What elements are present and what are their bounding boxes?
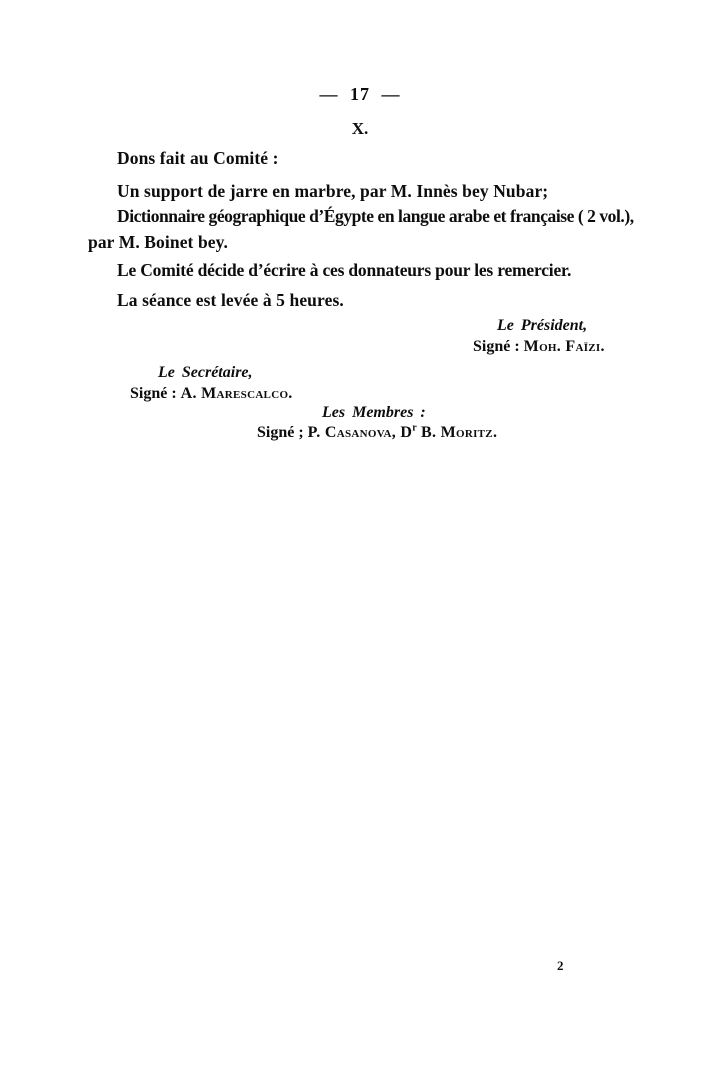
paragraph-dons: Dons fait au Comité : bbox=[117, 148, 279, 168]
paragraph-support-jarre: Un support de jarre en marbre, par M. Innès bey Nubar; bbox=[117, 181, 549, 201]
paragraph-dictionnaire-line2: par M. Boinet bey. bbox=[88, 232, 229, 252]
members-name-part2: B. Moritz. bbox=[416, 424, 498, 441]
members-signed-label: Signé ; bbox=[257, 424, 304, 441]
doctor-superscript: r bbox=[412, 422, 417, 434]
secretary-name: A. Marescalco. bbox=[180, 385, 293, 402]
president-signature-line bbox=[473, 338, 605, 356]
members-signature-line bbox=[257, 424, 497, 442]
secretary-signature-line bbox=[130, 385, 293, 403]
sheet-signature-mark: 2 bbox=[557, 958, 564, 973]
secretary-title: Le Secrétaire, bbox=[158, 364, 253, 381]
president-title: Le Président, bbox=[497, 317, 588, 334]
president-signed-label: Signé : bbox=[473, 338, 520, 355]
paragraph-dictionnaire-line1: Dictionnaire géographique d’Égypte en langue arabe et française ( 2 vol.), bbox=[117, 206, 634, 226]
paragraph-remerciement: Le Comité décide d’écrire à ces donnateurs pour les remercier. bbox=[117, 260, 572, 280]
page-number: — 17 — bbox=[319, 84, 401, 104]
members-name-part1: P. Casanova, D bbox=[307, 424, 413, 441]
secretary-signed-label: Signé : bbox=[130, 385, 177, 402]
section-heading: X. bbox=[351, 119, 369, 138]
president-name: Moh. Faïzi. bbox=[523, 338, 605, 355]
paragraph-seance-levee: La séance est levée à 5 heures. bbox=[117, 290, 344, 310]
members-title: Les Membres : bbox=[322, 404, 426, 421]
